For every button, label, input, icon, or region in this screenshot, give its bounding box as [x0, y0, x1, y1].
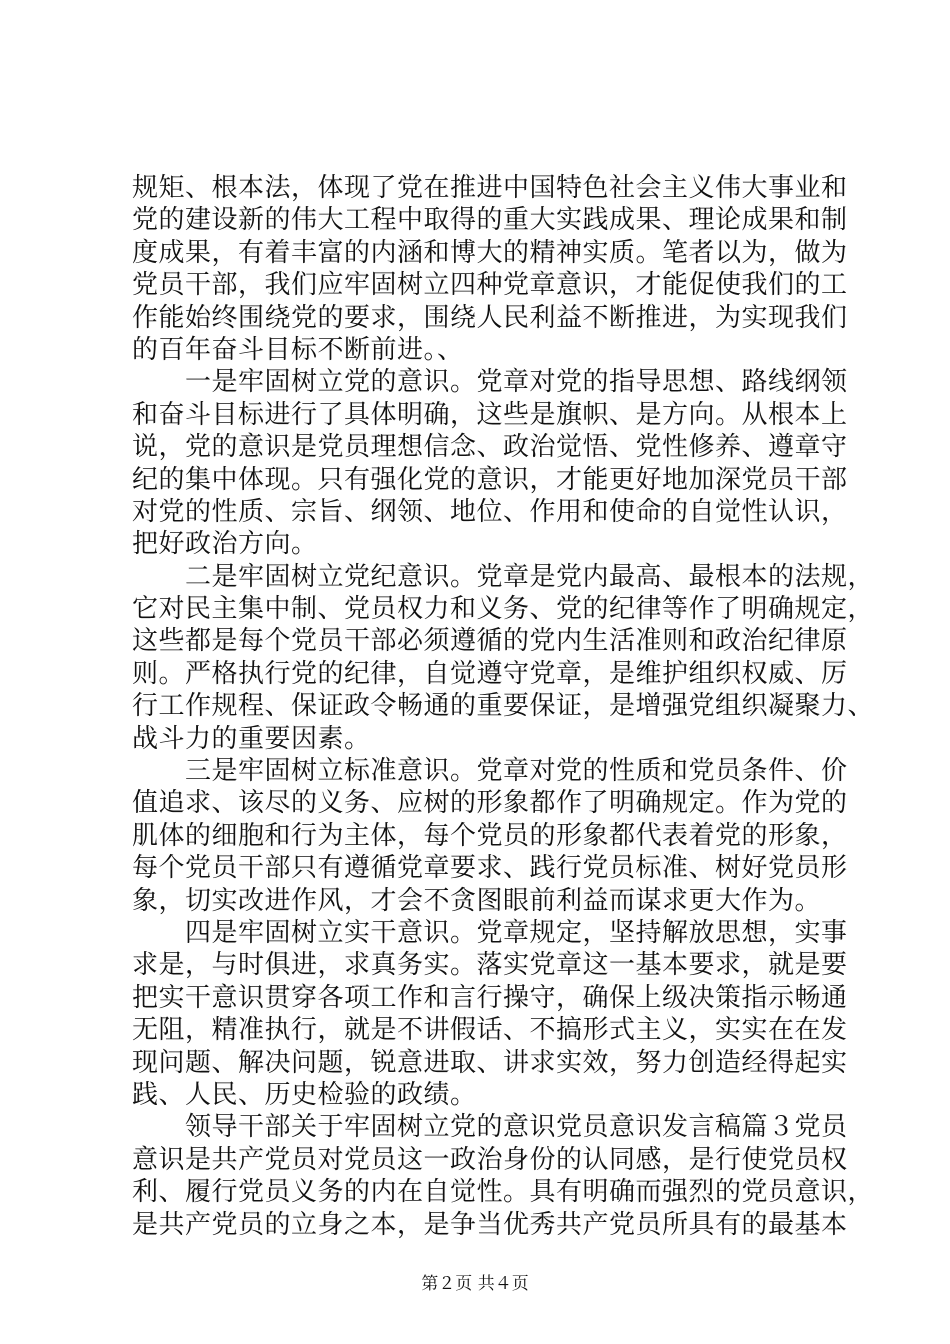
text-line: 把实干意识贯穿各项工作和言行操守，确保上级决策指示畅通 — [132, 982, 848, 1013]
text-line: 是共产党员的立身之本，是争当优秀共产党员所具有的最基本 — [132, 1209, 848, 1240]
text-line: 说，党的意识是党员理想信念、政治觉悟、党性修养、遵章守 — [132, 432, 848, 463]
page-number-footer: 第２页 共４页 — [421, 1274, 529, 1294]
text-line: 作能始终围绕党的要求，围绕人民利益不断推进，为实现我们 — [132, 302, 848, 333]
text-line: 二是牢固树立党纪意识。党章是党内最高、最根本的法规， — [132, 561, 875, 592]
text-line: 这些都是每个党员干部必须遵循的党内生活准则和政治纪律原 — [132, 626, 848, 657]
text-line: 它对民主集中制、党员权力和义务、党的纪律等作了明确规定， — [132, 594, 875, 625]
text-line: 对党的性质、宗旨、纲领、地位、作用和使命的自觉性认识， — [132, 496, 848, 527]
text-line: 利、履行党员义务的内在自觉性。具有明确而强烈的党员意识， — [132, 1177, 875, 1208]
text-line: 把好政治方向。 — [132, 529, 318, 560]
text-line: 党员干部，我们应牢固树立四种党章意识，才能促使我们的工 — [132, 270, 848, 301]
text-line: 则。严格执行党的纪律，自觉遵守党章，是维护组织权威、厉 — [132, 658, 848, 689]
text-line: 三是牢固树立标准意识。党章对党的性质和党员条件、价 — [132, 756, 848, 787]
text-line: 值追求、该尽的义务、应树的形象都作了明确规定。作为党的 — [132, 788, 848, 819]
text-line: 无阻，精准执行，就是不讲假话、不搞形式主义，实实在在发 — [132, 1015, 848, 1046]
text-line: 的百年奋斗目标不断前进。、 — [132, 334, 464, 365]
text-line: 党的建设新的伟大工程中取得的重大实践成果、理论成果和制 — [132, 205, 848, 236]
text-line: 战斗力的重要因素。 — [132, 723, 371, 754]
text-line: 求是，与时俱进，求真务实。落实党章这一基本要求，就是要 — [132, 950, 848, 981]
text-line: 一是牢固树立党的意识。党章对党的指导思想、路线纲领 — [132, 367, 848, 398]
text-line: 肌体的细胞和行为主体，每个党员的形象都代表着党的形象， — [132, 820, 848, 851]
text-line: 规矩、根本法，体现了党在推进中国特色社会主义伟大事业和 — [132, 173, 848, 203]
text-line: 象，切实改进作风，才会不贪图眼前利益而谋求更大作为。 — [132, 885, 822, 916]
body-text — [132, 172, 875, 1241]
text-line: 每个党员干部只有遵循党章要求、践行党员标准、树好党员形 — [132, 853, 848, 884]
text-line: 和奋斗目标进行了具体明确，这些是旗帜、是方向。从根本上 — [132, 399, 848, 430]
text-line: 现问题、解决问题，锐意进取、讲求实效，努力创造经得起实 — [132, 1047, 848, 1078]
text-line: 行工作规程、保证政令畅通的重要保证，是增强党组织凝聚力、 — [132, 691, 875, 722]
text-line: 意识是共产党员对党员这一政治身份的认同感，是行使党员权 — [132, 1144, 848, 1175]
text-line: 践、人民、历史检验的政绩。 — [132, 1079, 477, 1110]
text-line: 领导干部关于牢固树立党的意识党员意识发言稿篇３党员 — [132, 1112, 848, 1143]
text-line: 度成果，有着丰富的内涵和博大的精神实质。笔者以为，做为 — [132, 237, 848, 268]
text-line: 纪的集中体现。只有强化党的意识，才能更好地加深党员干部 — [132, 464, 848, 495]
text-line: 四是牢固树立实干意识。党章规定，坚持解放思想，实事 — [132, 917, 848, 948]
